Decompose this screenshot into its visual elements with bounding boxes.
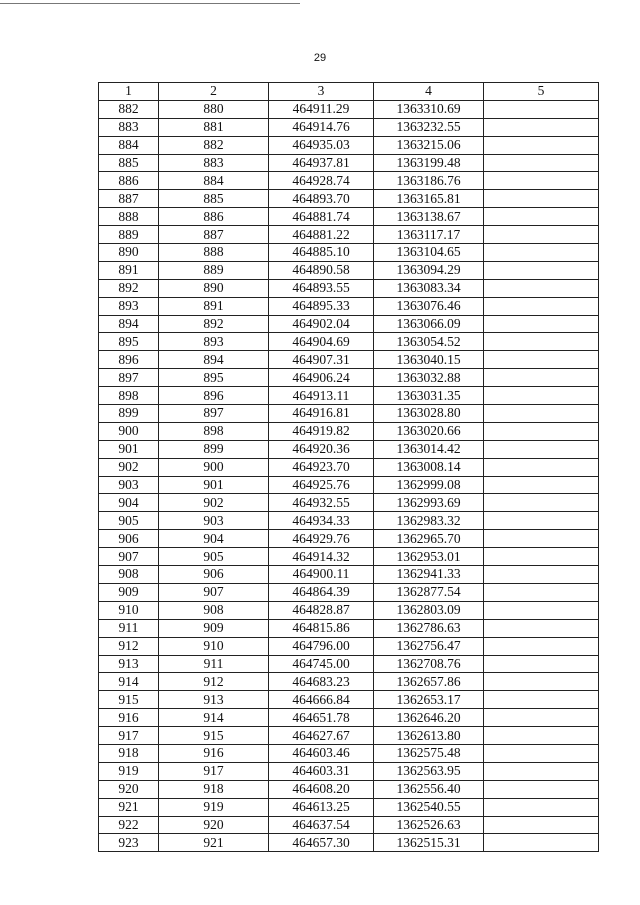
table-cell-col-2: 882	[159, 136, 269, 154]
table-cell-col-5	[484, 422, 599, 440]
table-cell-col-1: 921	[99, 798, 159, 816]
table-cell-col-2: 904	[159, 530, 269, 548]
table-cell-col-2: 888	[159, 244, 269, 262]
table-cell-col-5	[484, 744, 599, 762]
table-cell-col-1: 899	[99, 405, 159, 423]
table-cell-col-1: 891	[99, 261, 159, 279]
table-cell-col-5	[484, 279, 599, 297]
table-cell-col-5	[484, 816, 599, 834]
table-cell-col-2: 907	[159, 583, 269, 601]
table-cell-col-1: 890	[99, 244, 159, 262]
table-cell-col-3: 464902.04	[269, 315, 374, 333]
table-row	[99, 333, 599, 351]
table-cell-col-1: 884	[99, 136, 159, 154]
table-cell-col-5	[484, 798, 599, 816]
table-cell-col-3: 464932.55	[269, 494, 374, 512]
table-row	[99, 136, 599, 154]
table-cell-col-2: 919	[159, 798, 269, 816]
table-cell-col-4: 1363014.42	[374, 440, 484, 458]
table-cell-col-1: 915	[99, 691, 159, 709]
table-row	[99, 261, 599, 279]
table-row	[99, 655, 599, 673]
table-cell-col-4: 1362993.69	[374, 494, 484, 512]
table-cell-col-3: 464907.31	[269, 351, 374, 369]
table-cell-col-2: 916	[159, 744, 269, 762]
table-cell-col-5	[484, 512, 599, 530]
table-cell-col-4: 1363040.15	[374, 351, 484, 369]
table-cell-col-1: 883	[99, 118, 159, 136]
table-cell-col-5	[484, 100, 599, 118]
table-cell-col-3: 464928.74	[269, 172, 374, 190]
table-cell-col-1: 912	[99, 637, 159, 655]
table-row	[99, 619, 599, 637]
table-cell-col-1: 882	[99, 100, 159, 118]
table-row	[99, 494, 599, 512]
table-cell-col-5	[484, 566, 599, 584]
table-cell-col-1: 886	[99, 172, 159, 190]
table-cell-col-1: 895	[99, 333, 159, 351]
table-cell-col-3: 464885.10	[269, 244, 374, 262]
table-cell-col-3: 464657.30	[269, 834, 374, 852]
table-cell-col-2: 918	[159, 780, 269, 798]
table-cell-col-2: 883	[159, 154, 269, 172]
table-cell-col-4: 1362877.54	[374, 583, 484, 601]
table-cell-col-4: 1363028.80	[374, 405, 484, 423]
table-cell-col-5	[484, 655, 599, 673]
table-row	[99, 440, 599, 458]
table-cell-col-2: 895	[159, 369, 269, 387]
table-cell-col-1: 920	[99, 780, 159, 798]
table-cell-col-3: 464925.76	[269, 476, 374, 494]
table-cell-col-2: 892	[159, 315, 269, 333]
table-cell-col-3: 464916.81	[269, 405, 374, 423]
table-cell-col-3: 464603.31	[269, 762, 374, 780]
table-cell-col-3: 464637.54	[269, 816, 374, 834]
table-cell-col-5	[484, 172, 599, 190]
table-cell-col-5	[484, 333, 599, 351]
table-cell-col-1: 888	[99, 208, 159, 226]
table-row	[99, 566, 599, 584]
table-cell-col-3: 464815.86	[269, 619, 374, 637]
table-cell-col-3: 464913.11	[269, 387, 374, 405]
table-row	[99, 244, 599, 262]
page-number: 29	[313, 52, 327, 64]
table-cell-col-4: 1363054.52	[374, 333, 484, 351]
table-cell-col-4: 1362999.08	[374, 476, 484, 494]
table-cell-col-5	[484, 673, 599, 691]
table-cell-col-5	[484, 190, 599, 208]
table-cell-col-5	[484, 530, 599, 548]
table-row	[99, 297, 599, 315]
table-cell-col-4: 1363232.55	[374, 118, 484, 136]
table-row	[99, 315, 599, 333]
table-cell-col-2: 917	[159, 762, 269, 780]
table-cell-col-5	[484, 637, 599, 655]
column-header-2: 2	[159, 83, 269, 101]
table-cell-col-4: 1363066.09	[374, 315, 484, 333]
table-cell-col-4: 1362983.32	[374, 512, 484, 530]
table-cell-col-4: 1362965.70	[374, 530, 484, 548]
table-cell-col-1: 904	[99, 494, 159, 512]
table-cell-col-3: 464937.81	[269, 154, 374, 172]
table-row	[99, 727, 599, 745]
table-cell-col-3: 464935.03	[269, 136, 374, 154]
table-cell-col-3: 464683.23	[269, 673, 374, 691]
table-row	[99, 530, 599, 548]
table-row	[99, 190, 599, 208]
table-cell-col-2: 880	[159, 100, 269, 118]
table-cell-col-1: 910	[99, 601, 159, 619]
table-cell-col-3: 464929.76	[269, 530, 374, 548]
table-cell-col-5	[484, 494, 599, 512]
table-row	[99, 512, 599, 530]
table-cell-col-4: 1362575.48	[374, 744, 484, 762]
table-cell-col-1: 897	[99, 369, 159, 387]
table-cell-col-5	[484, 458, 599, 476]
table-cell-col-5	[484, 315, 599, 333]
table-row	[99, 709, 599, 727]
table-cell-col-4: 1362953.01	[374, 548, 484, 566]
table-row	[99, 548, 599, 566]
table-body	[99, 100, 599, 851]
table-row	[99, 226, 599, 244]
table-cell-col-3: 464893.70	[269, 190, 374, 208]
table-cell-col-4: 1363094.29	[374, 261, 484, 279]
table-cell-col-2: 902	[159, 494, 269, 512]
table-row	[99, 780, 599, 798]
table-row	[99, 208, 599, 226]
table-cell-col-3: 464890.58	[269, 261, 374, 279]
table-cell-col-5	[484, 691, 599, 709]
table-cell-col-3: 464895.33	[269, 297, 374, 315]
table-cell-col-4: 1362540.55	[374, 798, 484, 816]
table-cell-col-4: 1363008.14	[374, 458, 484, 476]
table-cell-col-2: 896	[159, 387, 269, 405]
table-cell-col-3: 464864.39	[269, 583, 374, 601]
table-cell-col-1: 907	[99, 548, 159, 566]
table-cell-col-2: 909	[159, 619, 269, 637]
table-cell-col-2: 900	[159, 458, 269, 476]
table-cell-col-5	[484, 834, 599, 852]
table-cell-col-2: 894	[159, 351, 269, 369]
table-cell-col-5	[484, 387, 599, 405]
table-cell-col-3: 464881.74	[269, 208, 374, 226]
table-cell-col-3: 464666.84	[269, 691, 374, 709]
table-cell-col-1: 923	[99, 834, 159, 852]
table-row	[99, 601, 599, 619]
table-cell-col-2: 921	[159, 834, 269, 852]
table-cell-col-1: 922	[99, 816, 159, 834]
table-cell-col-4: 1362941.33	[374, 566, 484, 584]
table-cell-col-1: 894	[99, 315, 159, 333]
table-cell-col-3: 464613.25	[269, 798, 374, 816]
table-cell-col-3: 464893.55	[269, 279, 374, 297]
table-cell-col-4: 1363031.35	[374, 387, 484, 405]
table-row	[99, 154, 599, 172]
table-row	[99, 172, 599, 190]
table-cell-col-5	[484, 297, 599, 315]
table-row	[99, 118, 599, 136]
table-cell-col-4: 1363083.34	[374, 279, 484, 297]
table-cell-col-5	[484, 709, 599, 727]
column-header-3: 3	[269, 83, 374, 101]
table-cell-col-2: 913	[159, 691, 269, 709]
table-row	[99, 762, 599, 780]
table-cell-col-1: 889	[99, 226, 159, 244]
table-cell-col-2: 889	[159, 261, 269, 279]
table-cell-col-2: 920	[159, 816, 269, 834]
table-cell-col-4: 1362653.17	[374, 691, 484, 709]
table-cell-col-1: 909	[99, 583, 159, 601]
table-cell-col-5	[484, 154, 599, 172]
coordinate-table	[98, 82, 599, 852]
table-cell-col-2: 905	[159, 548, 269, 566]
table-cell-col-5	[484, 351, 599, 369]
table-cell-col-4: 1362613.80	[374, 727, 484, 745]
table-cell-col-5	[484, 369, 599, 387]
table-row	[99, 369, 599, 387]
table-cell-col-3: 464651.78	[269, 709, 374, 727]
table-cell-col-2: 897	[159, 405, 269, 423]
table-row	[99, 816, 599, 834]
table-cell-col-4: 1363117.17	[374, 226, 484, 244]
table-cell-col-3: 464923.70	[269, 458, 374, 476]
table-cell-col-1: 903	[99, 476, 159, 494]
table-cell-col-3: 464914.32	[269, 548, 374, 566]
table-cell-col-5	[484, 780, 599, 798]
table-cell-col-3: 464881.22	[269, 226, 374, 244]
table-cell-col-5	[484, 405, 599, 423]
table-row	[99, 100, 599, 118]
header-row	[99, 83, 599, 101]
table-cell-col-4: 1362657.86	[374, 673, 484, 691]
table-cell-col-4: 1363215.06	[374, 136, 484, 154]
table-cell-col-4: 1362646.20	[374, 709, 484, 727]
table-cell-col-4: 1363165.81	[374, 190, 484, 208]
table-cell-col-5	[484, 440, 599, 458]
table-cell-col-3: 464603.46	[269, 744, 374, 762]
table-cell-col-5	[484, 548, 599, 566]
table-cell-col-3: 464919.82	[269, 422, 374, 440]
table-cell-col-1: 896	[99, 351, 159, 369]
table-cell-col-2: 911	[159, 655, 269, 673]
table-row	[99, 405, 599, 423]
column-header-1: 1	[99, 83, 159, 101]
table-row	[99, 387, 599, 405]
table-row	[99, 279, 599, 297]
table-cell-col-2: 893	[159, 333, 269, 351]
table-cell-col-2: 890	[159, 279, 269, 297]
table-cell-col-4: 1363032.88	[374, 369, 484, 387]
table-cell-col-5	[484, 244, 599, 262]
table-cell-col-1: 917	[99, 727, 159, 745]
table-cell-col-2: 915	[159, 727, 269, 745]
table-row	[99, 744, 599, 762]
table-cell-col-3: 464796.00	[269, 637, 374, 655]
table-cell-col-2: 891	[159, 297, 269, 315]
table-cell-col-3: 464608.20	[269, 780, 374, 798]
table-cell-col-1: 898	[99, 387, 159, 405]
table-cell-col-1: 900	[99, 422, 159, 440]
table-cell-col-4: 1363104.65	[374, 244, 484, 262]
table-cell-col-2: 885	[159, 190, 269, 208]
table-row	[99, 798, 599, 816]
column-header-5: 5	[484, 83, 599, 101]
table-cell-col-5	[484, 583, 599, 601]
table-cell-col-2: 910	[159, 637, 269, 655]
table-cell-col-2: 898	[159, 422, 269, 440]
table-cell-col-4: 1362756.47	[374, 637, 484, 655]
table-cell-col-2: 887	[159, 226, 269, 244]
table-cell-col-5	[484, 136, 599, 154]
table-row	[99, 476, 599, 494]
table-cell-col-3: 464920.36	[269, 440, 374, 458]
table-cell-col-4: 1363310.69	[374, 100, 484, 118]
table-cell-col-1: 887	[99, 190, 159, 208]
table-cell-col-3: 464900.11	[269, 566, 374, 584]
table-cell-col-2: 906	[159, 566, 269, 584]
table-cell-col-5	[484, 762, 599, 780]
table-cell-col-3: 464627.67	[269, 727, 374, 745]
table-cell-col-1: 901	[99, 440, 159, 458]
table-cell-col-4: 1363138.67	[374, 208, 484, 226]
table-row	[99, 673, 599, 691]
table-cell-col-4: 1362563.95	[374, 762, 484, 780]
table-cell-col-1: 906	[99, 530, 159, 548]
table-cell-col-4: 1362786.63	[374, 619, 484, 637]
top-rule	[0, 3, 300, 4]
table-cell-col-1: 885	[99, 154, 159, 172]
table-row	[99, 583, 599, 601]
table-cell-col-3: 464828.87	[269, 601, 374, 619]
table-cell-col-2: 914	[159, 709, 269, 727]
table-row	[99, 422, 599, 440]
table-cell-col-4: 1363076.46	[374, 297, 484, 315]
table-cell-col-5	[484, 727, 599, 745]
table-cell-col-1: 914	[99, 673, 159, 691]
table-cell-col-5	[484, 208, 599, 226]
table-cell-col-2: 901	[159, 476, 269, 494]
table-row	[99, 834, 599, 852]
table-cell-col-1: 908	[99, 566, 159, 584]
table-cell-col-2: 899	[159, 440, 269, 458]
table-cell-col-5	[484, 118, 599, 136]
table-cell-col-4: 1363020.66	[374, 422, 484, 440]
table-cell-col-5	[484, 619, 599, 637]
table-cell-col-4: 1362515.31	[374, 834, 484, 852]
table-cell-col-1: 902	[99, 458, 159, 476]
table-cell-col-1: 918	[99, 744, 159, 762]
table-cell-col-2: 912	[159, 673, 269, 691]
table-cell-col-5	[484, 261, 599, 279]
table-row	[99, 351, 599, 369]
table-row	[99, 691, 599, 709]
table-cell-col-1: 913	[99, 655, 159, 673]
table-cell-col-3: 464934.33	[269, 512, 374, 530]
table-cell-col-5	[484, 601, 599, 619]
table-cell-col-1: 905	[99, 512, 159, 530]
table-cell-col-2: 886	[159, 208, 269, 226]
table-cell-col-2: 884	[159, 172, 269, 190]
table-cell-col-3: 464914.76	[269, 118, 374, 136]
table-cell-col-2: 903	[159, 512, 269, 530]
table-cell-col-4: 1362556.40	[374, 780, 484, 798]
table-cell-col-4: 1363199.48	[374, 154, 484, 172]
table-cell-col-1: 919	[99, 762, 159, 780]
table-cell-col-4: 1362708.76	[374, 655, 484, 673]
table-row	[99, 637, 599, 655]
table-cell-col-1: 916	[99, 709, 159, 727]
table-cell-col-1: 892	[99, 279, 159, 297]
table-cell-col-3: 464904.69	[269, 333, 374, 351]
table-cell-col-4: 1362803.09	[374, 601, 484, 619]
table-cell-col-3: 464911.29	[269, 100, 374, 118]
table-cell-col-3: 464745.00	[269, 655, 374, 673]
table-cell-col-5	[484, 476, 599, 494]
table-cell-col-4: 1362526.63	[374, 816, 484, 834]
table-cell-col-3: 464906.24	[269, 369, 374, 387]
table-row	[99, 458, 599, 476]
table-cell-col-2: 881	[159, 118, 269, 136]
table-cell-col-4: 1363186.76	[374, 172, 484, 190]
table-cell-col-2: 908	[159, 601, 269, 619]
table-cell-col-1: 893	[99, 297, 159, 315]
table-cell-col-1: 911	[99, 619, 159, 637]
column-header-4: 4	[374, 83, 484, 101]
table-cell-col-5	[484, 226, 599, 244]
